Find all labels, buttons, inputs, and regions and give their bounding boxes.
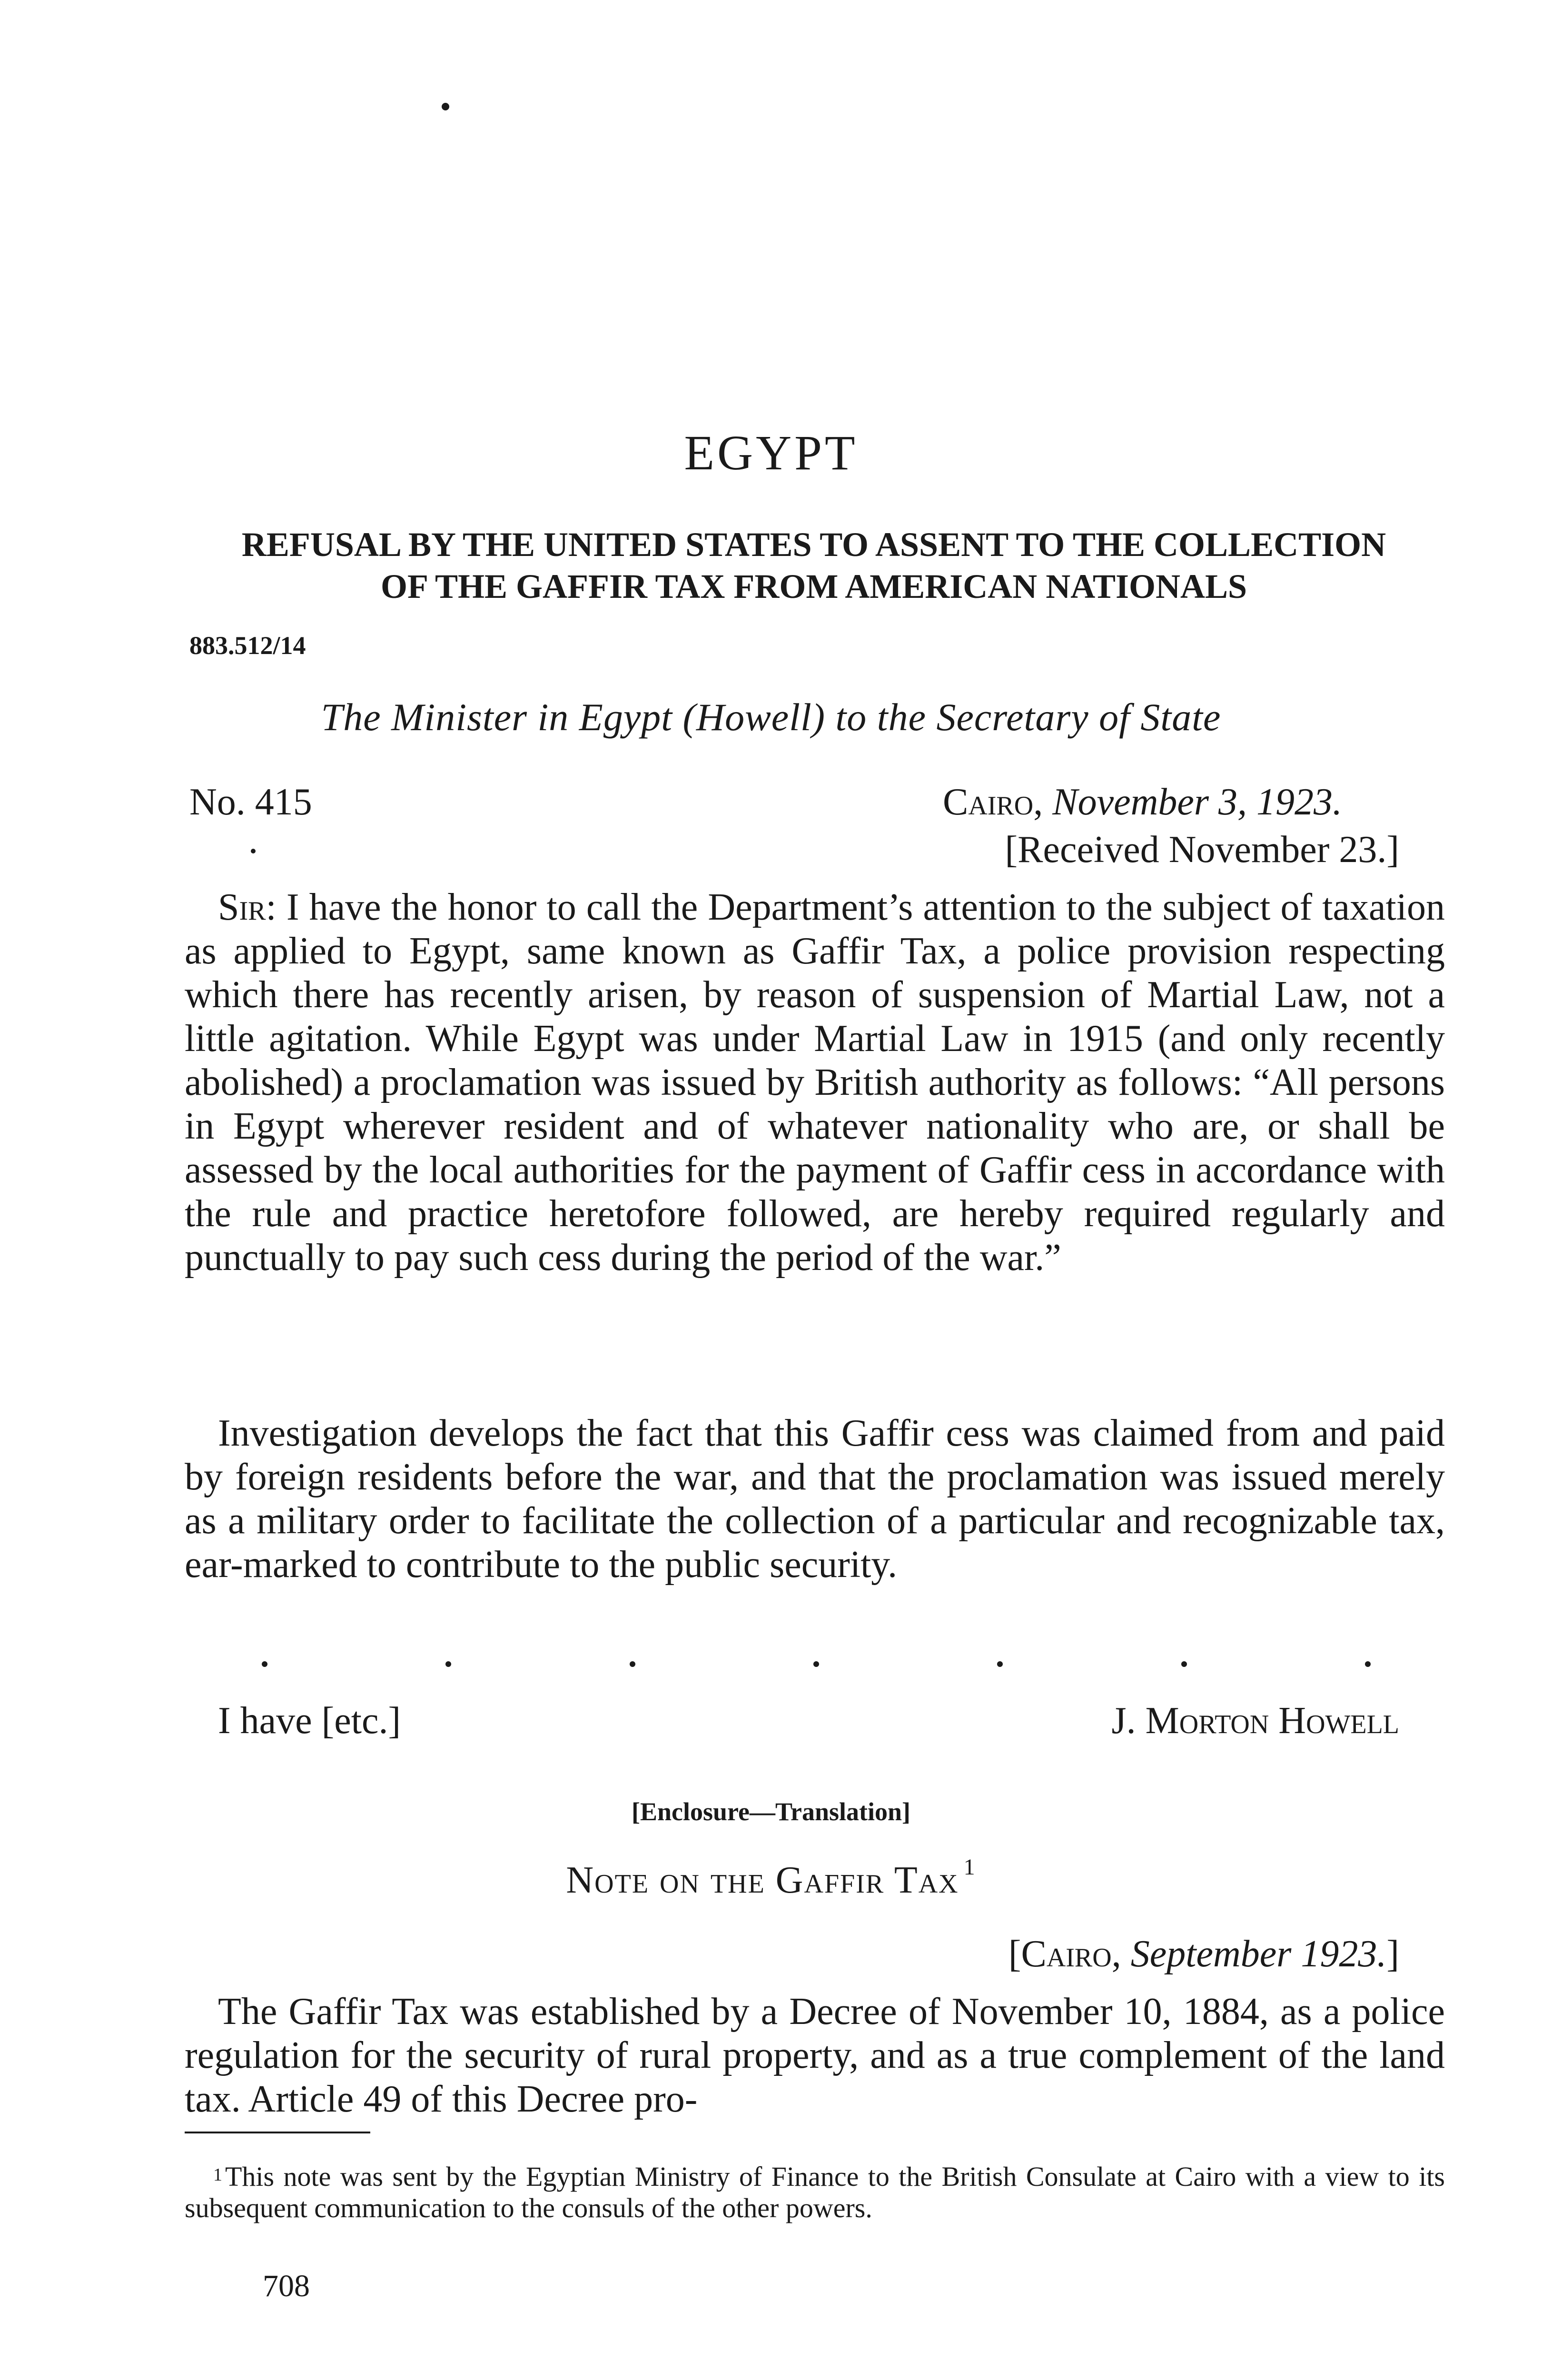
page-number: 708 bbox=[263, 2269, 310, 2303]
salutation: Sir: bbox=[218, 886, 277, 928]
received-date: [Received November 23.] bbox=[1005, 829, 1399, 871]
letter-heading: The Minister in Egypt (Howell) to the Secretary of State bbox=[321, 695, 1221, 739]
paragraph-text: I have the honor to call the Department’s attention to the subject of taxation as applied to Egypt, same known as Gaffir Tax, a police provision respecting which there has recently arisen, by reason of suspension of Martial Law, not a little agitation. While Egypt was under Martial Law in 1915 (and only recently abolished) a proclamation was issued by British authority as follows: “All persons in Egypt wherever resident and of whatever nationality who are, or shall be assessed by the local authorities for the payment of Gaffir cess in accordance with the rule and practice heretofore followed, are hereby required regularly and punctually to pay such cess during the period of the war.” bbox=[185, 886, 1445, 1279]
omission-dot bbox=[1365, 1661, 1371, 1667]
signature: J. Morton Howell bbox=[1111, 1700, 1399, 1742]
omission-dot bbox=[997, 1661, 1003, 1667]
enclosure-label: [Enclosure—Translation] bbox=[631, 1797, 911, 1826]
subject-line: REFUSAL BY THE UNITED STATES TO ASSENT TO THE COLLECTION bbox=[241, 526, 1386, 564]
paragraph-text: Investigation develops the fact that this Gaffir cess was claimed from and paid by foreign residents before the war, and that the proclamation was issued merely as a military order to facilitate the collection of a particular and recognizable tax, ear-marked to contribute to the public security. bbox=[185, 1412, 1445, 1586]
subject-heading bbox=[186, 524, 1442, 607]
country-heading: EGYPT bbox=[684, 426, 858, 480]
omission-dot bbox=[630, 1661, 635, 1667]
footnote-text: This note was sent by the Egyptian Ministry of Finance to the British Consulate at Cairo with a view to its subsequent communication to the consuls of the other powers. bbox=[185, 2161, 1445, 2223]
note-title bbox=[0, 1854, 1542, 1902]
date: November 3, 1923. bbox=[1052, 781, 1342, 823]
footnote-reference: 1 bbox=[963, 1854, 976, 1880]
footnote-marker: 1 bbox=[213, 2165, 222, 2185]
omission-dot bbox=[262, 1661, 267, 1667]
closing: I have [etc.] bbox=[218, 1700, 401, 1742]
dispatch-number: No. 415 bbox=[189, 781, 312, 823]
letter-paragraph-1 bbox=[185, 885, 1445, 1279]
subject-line: OF THE GAFFIR TAX FROM AMERICAN NATIONALS bbox=[380, 567, 1247, 605]
footnote-divider bbox=[185, 2132, 370, 2133]
omission-dots bbox=[262, 1661, 1371, 1671]
omission-dot bbox=[445, 1661, 451, 1667]
file-number: 883.512/14 bbox=[189, 631, 306, 660]
letter-paragraph-2 bbox=[185, 1411, 1445, 1587]
note-paragraph-1 bbox=[185, 1990, 1445, 2121]
omission-dot bbox=[813, 1661, 819, 1667]
note-title-text: Note on the Gaffir Tax bbox=[566, 1859, 959, 1901]
paragraph-text: The Gaffir Tax was established by a Decree of November 10, 1884, as a police regulation for the security of rural property, and as a true complement of the land tax. Article 49 of this Decree pro- bbox=[185, 1991, 1445, 2120]
stray-mark bbox=[442, 103, 449, 110]
footnote bbox=[185, 2161, 1445, 2224]
place: Cairo, bbox=[942, 781, 1043, 823]
note-date: [Cairo, September 1923.] bbox=[1008, 1933, 1399, 1975]
place-date bbox=[943, 781, 1342, 824]
note-place: Cairo, bbox=[1021, 1933, 1121, 1975]
stray-mark bbox=[251, 849, 256, 853]
note-date-text: September 1923. bbox=[1130, 1933, 1387, 1975]
omission-dot bbox=[1181, 1661, 1187, 1667]
